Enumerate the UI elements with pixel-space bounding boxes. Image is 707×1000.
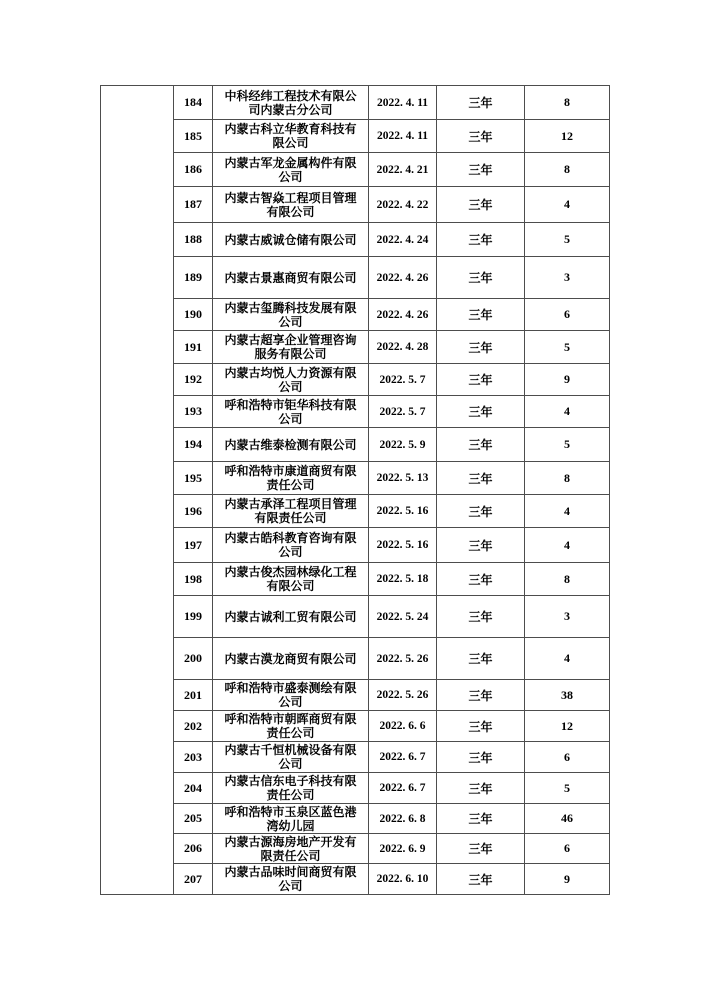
table-row: [174, 563, 609, 596]
count-cell-text: 8: [564, 470, 570, 485]
date-cell: [369, 396, 437, 427]
term-cell: [437, 804, 525, 833]
date-cell: [369, 742, 437, 772]
date-cell: [369, 299, 437, 330]
table-row: [174, 153, 609, 187]
row-number-cell-text: 193: [184, 404, 202, 418]
term-cell-text: 三年: [468, 688, 493, 703]
count-cell: [525, 396, 609, 427]
count-cell-text: 4: [564, 537, 570, 552]
row-number-cell-text: 192: [184, 372, 202, 386]
row-number-cell: [174, 864, 213, 894]
count-cell-text: 5: [564, 232, 570, 246]
company-name-cell: [213, 396, 369, 427]
count-cell-text: 4: [564, 197, 570, 211]
count-cell-text: 38: [561, 687, 573, 702]
term-cell: [437, 257, 525, 298]
row-number-cell: [174, 563, 213, 595]
company-name-cell-text: 中科经纬工程技术有限公司内蒙古分公司: [224, 88, 357, 117]
count-cell: [525, 153, 609, 186]
date-cell: [369, 680, 437, 710]
count-cell-text: 8: [564, 162, 570, 176]
term-cell: [437, 86, 525, 119]
row-number-cell: [174, 396, 213, 427]
count-cell-text: 4: [564, 404, 570, 418]
company-name-cell-text: 内蒙古千恒机械设备有限公司: [224, 743, 357, 771]
date-cell-text: 2022. 4. 26: [376, 271, 429, 284]
company-name-cell: [213, 563, 369, 595]
term-cell-text: 三年: [468, 340, 493, 355]
term-cell-text: 三年: [468, 652, 493, 666]
row-number-cell-text: 200: [184, 651, 202, 665]
term-cell: [437, 120, 525, 152]
term-cell-text: 三年: [468, 781, 493, 796]
company-name-cell: [213, 120, 369, 152]
table-row: [174, 596, 609, 638]
company-name-cell-text: 内蒙古维泰检测有限公司: [224, 437, 357, 452]
date-cell-text: 2022. 4. 22: [376, 198, 429, 211]
row-number-cell: [174, 428, 213, 461]
row-number-cell-text: 198: [184, 571, 202, 586]
table-row: [174, 462, 609, 495]
company-name-cell-text: 呼和浩特市盛泰测绘有限公司: [224, 681, 357, 709]
date-cell-text: 2022. 5. 16: [376, 505, 429, 517]
count-cell: [525, 495, 609, 527]
row-number-cell: [174, 742, 213, 772]
row-number-cell-text: 186: [184, 162, 202, 176]
count-cell: [525, 528, 609, 562]
table-row: [174, 86, 609, 120]
date-cell: [369, 153, 437, 186]
count-cell: [525, 596, 609, 637]
term-cell-text: 三年: [468, 572, 493, 587]
table-row: [174, 864, 609, 894]
date-cell-text: 2022. 5. 24: [376, 610, 429, 623]
row-number-cell-text: 194: [184, 437, 202, 451]
count-cell-text: 6: [564, 841, 570, 855]
term-cell: [437, 396, 525, 427]
term-cell-text: 三年: [468, 129, 493, 144]
date-cell-text: 2022. 4. 24: [376, 233, 429, 246]
count-cell: [525, 742, 609, 772]
date-cell-text: 2022. 5. 26: [376, 689, 429, 701]
term-cell-text: 三年: [468, 504, 493, 519]
date-cell-text: 2022. 5. 7: [379, 405, 426, 418]
date-cell-text: 2022. 6. 8: [379, 812, 426, 825]
term-cell: [437, 638, 525, 679]
term-cell: [437, 331, 525, 363]
company-name-cell-text: 内蒙古品味时间商贸有限公司: [224, 865, 357, 893]
term-cell: [437, 596, 525, 637]
count-cell-text: 12: [561, 128, 573, 143]
date-cell-text: 2022. 4. 21: [376, 163, 429, 176]
date-cell-text: 2022. 4. 26: [376, 308, 429, 321]
date-cell-text: 2022. 6. 9: [379, 842, 426, 855]
term-cell: [437, 223, 525, 256]
count-cell: [525, 223, 609, 256]
count-cell: [525, 834, 609, 863]
row-number-cell-text: 185: [184, 128, 202, 143]
date-cell: [369, 596, 437, 637]
date-cell: [369, 773, 437, 803]
count-cell: [525, 331, 609, 363]
company-name-cell: [213, 364, 369, 395]
term-cell: [437, 299, 525, 330]
count-cell: [525, 680, 609, 710]
term-cell: [437, 742, 525, 772]
count-cell: [525, 428, 609, 461]
row-number-cell-text: 187: [184, 197, 202, 211]
row-number-cell: [174, 834, 213, 863]
row-number-cell: [174, 804, 213, 833]
count-cell: [525, 462, 609, 494]
row-number-cell-text: 191: [184, 339, 202, 354]
count-cell-text: 9: [564, 871, 570, 886]
count-cell-text: 3: [564, 609, 570, 623]
term-cell: [437, 680, 525, 710]
company-name-cell-text: 内蒙古科立华教育科技有限公司: [224, 122, 357, 150]
company-name-cell-text: 内蒙古超享企业管理咨询服务有限公司: [224, 333, 357, 361]
left-merged-empty-cell: [101, 86, 174, 894]
count-cell-text: 6: [564, 749, 570, 764]
row-number-cell-text: 207: [184, 871, 202, 886]
date-cell: [369, 257, 437, 298]
company-name-cell: [213, 462, 369, 494]
company-name-cell-text: 内蒙古军龙金属构件有限公司: [224, 155, 357, 184]
term-cell: [437, 428, 525, 461]
count-cell-text: 46: [561, 811, 573, 825]
date-cell-text: 2022. 6. 6: [379, 720, 426, 732]
term-cell-text: 三年: [468, 471, 493, 486]
company-name-cell: [213, 834, 369, 863]
row-number-cell: [174, 120, 213, 152]
row-number-cell: [174, 596, 213, 637]
company-name-cell-text: 呼和浩特市钜华科技有限公司: [224, 397, 357, 426]
company-name-cell-text: 内蒙古承泽工程项目管理有限责任公司: [224, 497, 357, 525]
term-cell-text: 三年: [468, 96, 493, 110]
date-cell: [369, 331, 437, 363]
company-name-cell: [213, 299, 369, 330]
date-cell-text: 2022. 5. 16: [376, 539, 429, 551]
row-number-cell-text: 197: [184, 537, 202, 552]
count-cell: [525, 563, 609, 595]
count-cell-text: 8: [564, 95, 570, 109]
table-row: [174, 528, 609, 563]
row-number-cell-text: 199: [184, 609, 202, 623]
company-name-cell-text: 呼和浩特市朝晖商贸有限责任公司: [224, 712, 357, 740]
date-cell-text: 2022. 6. 10: [376, 873, 429, 885]
term-cell: [437, 495, 525, 527]
count-cell: [525, 299, 609, 330]
table-row: [174, 804, 609, 834]
row-number-cell: [174, 257, 213, 298]
date-cell: [369, 638, 437, 679]
term-cell-text: 三年: [468, 842, 493, 856]
company-name-cell-text: 内蒙古玺腾科技发展有限公司: [224, 300, 357, 329]
company-name-cell: [213, 428, 369, 461]
count-cell: [525, 804, 609, 833]
company-name-cell: [213, 528, 369, 562]
company-name-cell-text: 内蒙古均悦人力资源有限公司: [224, 365, 357, 394]
row-number-cell-text: 201: [184, 687, 202, 702]
row-number-cell: [174, 638, 213, 679]
company-name-cell: [213, 331, 369, 363]
term-cell-text: 三年: [468, 198, 493, 212]
company-name-cell: [213, 86, 369, 119]
row-number-cell: [174, 528, 213, 562]
term-cell-text: 三年: [468, 812, 493, 826]
date-cell-text: 2022. 5. 9: [379, 438, 426, 451]
row-number-cell-text: 206: [184, 841, 202, 855]
date-cell-text: 2022. 5. 18: [376, 573, 429, 585]
row-number-cell-text: 196: [184, 503, 202, 518]
table-row: [174, 834, 609, 864]
table-row: [174, 680, 609, 711]
count-cell-text: 4: [564, 651, 570, 665]
term-cell-text: 三年: [468, 719, 493, 734]
count-cell: [525, 257, 609, 298]
table-row: [174, 428, 609, 462]
row-number-cell: [174, 187, 213, 222]
company-registry-table: [100, 85, 610, 895]
term-cell-text: 三年: [468, 405, 493, 419]
company-name-cell: [213, 711, 369, 741]
count-cell-text: 12: [561, 718, 573, 733]
date-cell: [369, 462, 437, 494]
term-cell-text: 三年: [468, 271, 493, 285]
term-cell-text: 三年: [468, 373, 493, 387]
table-row: [174, 711, 609, 742]
company-name-cell: [213, 187, 369, 222]
row-number-cell: [174, 86, 213, 119]
company-name-cell-text: 内蒙古漠龙商贸有限公司: [224, 651, 357, 666]
date-cell-text: 2022. 4. 11: [376, 96, 429, 109]
row-number-cell: [174, 153, 213, 186]
term-cell-text: 三年: [468, 308, 493, 322]
row-number-cell: [174, 495, 213, 527]
date-cell-text: 2022. 5. 13: [376, 472, 429, 484]
company-name-cell: [213, 495, 369, 527]
term-cell-text: 三年: [468, 438, 493, 452]
company-name-cell: [213, 742, 369, 772]
date-cell: [369, 364, 437, 395]
count-cell: [525, 711, 609, 741]
date-cell: [369, 563, 437, 595]
company-name-cell: [213, 257, 369, 298]
date-cell-text: 2022. 5. 26: [376, 652, 429, 665]
company-name-cell: [213, 864, 369, 894]
date-cell-text: 2022. 4. 28: [376, 341, 429, 353]
count-cell-text: 8: [564, 571, 570, 586]
date-cell: [369, 120, 437, 152]
date-cell: [369, 864, 437, 894]
date-cell: [369, 495, 437, 527]
table-row: [174, 742, 609, 773]
count-cell-text: 6: [564, 307, 570, 321]
term-cell-text: 三年: [468, 233, 493, 247]
count-cell: [525, 638, 609, 679]
company-name-cell: [213, 804, 369, 833]
term-cell: [437, 462, 525, 494]
date-cell: [369, 223, 437, 256]
count-cell: [525, 187, 609, 222]
company-name-cell-text: 内蒙古智焱工程项目管理有限公司: [224, 190, 357, 219]
table-row: [174, 495, 609, 528]
row-number-cell-text: 190: [184, 307, 202, 321]
row-number-cell: [174, 364, 213, 395]
count-cell-text: 5: [564, 437, 570, 451]
term-cell-text: 三年: [468, 538, 493, 553]
term-cell-text: 三年: [468, 610, 493, 624]
row-number-cell-text: 189: [184, 270, 202, 284]
term-cell: [437, 153, 525, 186]
row-number-cell-text: 205: [184, 811, 202, 825]
row-number-cell-text: 203: [184, 749, 202, 764]
company-name-cell-text: 内蒙古俊杰园林绿化工程有限公司: [224, 565, 357, 593]
company-name-cell: [213, 223, 369, 256]
date-cell-text: 2022. 6. 7: [379, 782, 426, 794]
table-row: [174, 364, 609, 396]
count-cell: [525, 864, 609, 894]
table-row: [174, 187, 609, 223]
company-name-cell-text: 内蒙古诚利工贸有限公司: [224, 609, 357, 624]
term-cell: [437, 834, 525, 863]
count-cell: [525, 773, 609, 803]
count-cell: [525, 120, 609, 152]
date-cell: [369, 834, 437, 863]
company-name-cell-text: 内蒙古威诚仓储有限公司: [224, 232, 357, 247]
company-name-cell: [213, 153, 369, 186]
row-number-cell: [174, 680, 213, 710]
date-cell: [369, 804, 437, 833]
count-cell-text: 4: [564, 503, 570, 518]
count-cell-text: 3: [564, 270, 570, 284]
row-number-cell: [174, 462, 213, 494]
row-number-cell: [174, 299, 213, 330]
row-number-cell: [174, 711, 213, 741]
row-number-cell-text: 202: [184, 718, 202, 733]
date-cell-text: 2022. 4. 11: [376, 130, 429, 142]
date-cell: [369, 187, 437, 222]
row-number-cell-text: 184: [184, 95, 202, 109]
row-number-cell: [174, 331, 213, 363]
table-row: [174, 257, 609, 299]
date-cell-text: 2022. 6. 7: [379, 751, 426, 763]
term-cell: [437, 528, 525, 562]
term-cell: [437, 187, 525, 222]
count-cell-text: 9: [564, 372, 570, 386]
company-name-cell-text: 内蒙古景惠商贸有限公司: [224, 270, 357, 285]
table-row: [174, 299, 609, 331]
row-number-cell: [174, 773, 213, 803]
row-number-cell-text: 195: [184, 470, 202, 485]
company-name-cell: [213, 773, 369, 803]
company-name-cell: [213, 680, 369, 710]
date-cell-text: 2022. 5. 7: [379, 373, 426, 386]
company-name-cell-text: 内蒙古皓科教育咨询有限公司: [224, 531, 357, 559]
table-rows: [174, 86, 609, 894]
company-name-cell-text: 内蒙古源海房地产开发有限责任公司: [224, 834, 357, 863]
term-cell: [437, 364, 525, 395]
table-row: [174, 396, 609, 428]
term-cell-text: 三年: [468, 872, 493, 887]
count-cell: [525, 86, 609, 119]
company-name-cell-text: 呼和浩特市玉泉区蓝色港湾幼儿园: [224, 804, 357, 833]
table-row: [174, 331, 609, 364]
company-name-cell-text: 内蒙古信东电子科技有限责任公司: [224, 774, 357, 802]
date-cell: [369, 711, 437, 741]
table-row: [174, 120, 609, 153]
table-row: [174, 223, 609, 257]
row-number-cell-text: 188: [184, 232, 202, 246]
table-row: [174, 773, 609, 804]
row-number-cell-text: 204: [184, 780, 202, 795]
term-cell-text: 三年: [468, 750, 493, 765]
table-row: [174, 638, 609, 680]
term-cell: [437, 864, 525, 894]
count-cell: [525, 364, 609, 395]
company-name-cell: [213, 596, 369, 637]
row-number-cell: [174, 223, 213, 256]
count-cell-text: 5: [564, 339, 570, 354]
date-cell: [369, 86, 437, 119]
company-name-cell-text: 呼和浩特市康道商贸有限责任公司: [224, 464, 357, 492]
term-cell: [437, 563, 525, 595]
count-cell-text: 5: [564, 780, 570, 795]
term-cell-text: 三年: [468, 163, 493, 177]
term-cell: [437, 711, 525, 741]
term-cell: [437, 773, 525, 803]
company-name-cell: [213, 638, 369, 679]
date-cell: [369, 528, 437, 562]
date-cell: [369, 428, 437, 461]
